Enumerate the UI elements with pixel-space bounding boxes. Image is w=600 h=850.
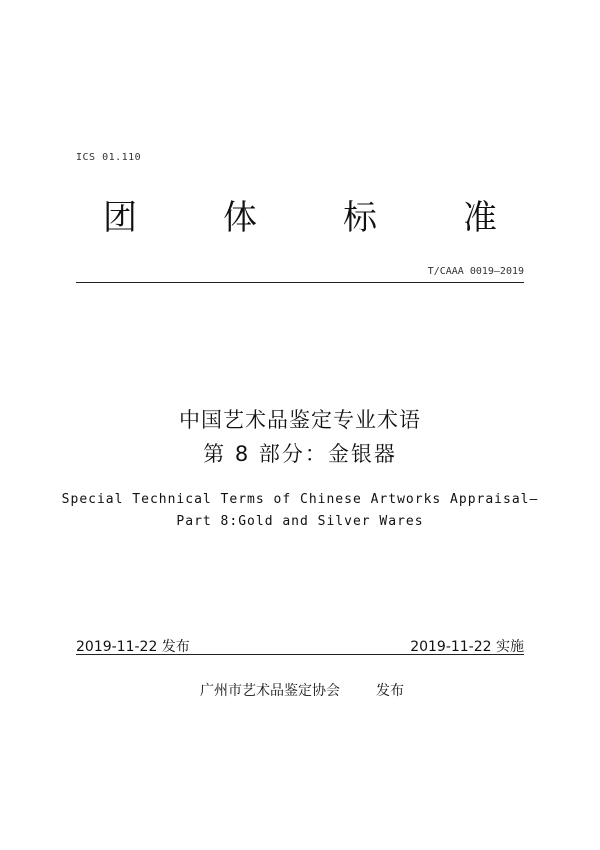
chinese-title-line-2: 第 8 部分：金银器 <box>203 442 397 466</box>
standard-code: T/CAAA 0019—2019 <box>427 266 524 277</box>
english-title-line-2: Part 8:Gold and Silver Wares <box>176 514 424 529</box>
title-char-1: 团 <box>103 198 137 238</box>
title-char-4: 准 <box>463 198 497 238</box>
bottom-divider <box>76 654 524 655</box>
release-date: 2019-11-22 发布 <box>76 639 190 655</box>
publish-label: 发布 <box>376 683 404 699</box>
top-divider <box>76 282 524 283</box>
title-char-2: 体 <box>223 198 257 238</box>
english-title-line-1: Special Technical Terms of Chinese Artworks Appraisal— <box>61 492 539 507</box>
chinese-title-line-1: 中国艺术品鉴定专业术语 <box>179 408 421 432</box>
publisher-name: 广州市艺术品鉴定协会 <box>200 683 340 699</box>
implementation-date: 2019-11-22 实施 <box>410 639 524 655</box>
title-char-3: 标 <box>343 198 377 238</box>
ics-code: ICS 01.110 <box>76 152 142 163</box>
document-type-title <box>100 190 500 239</box>
